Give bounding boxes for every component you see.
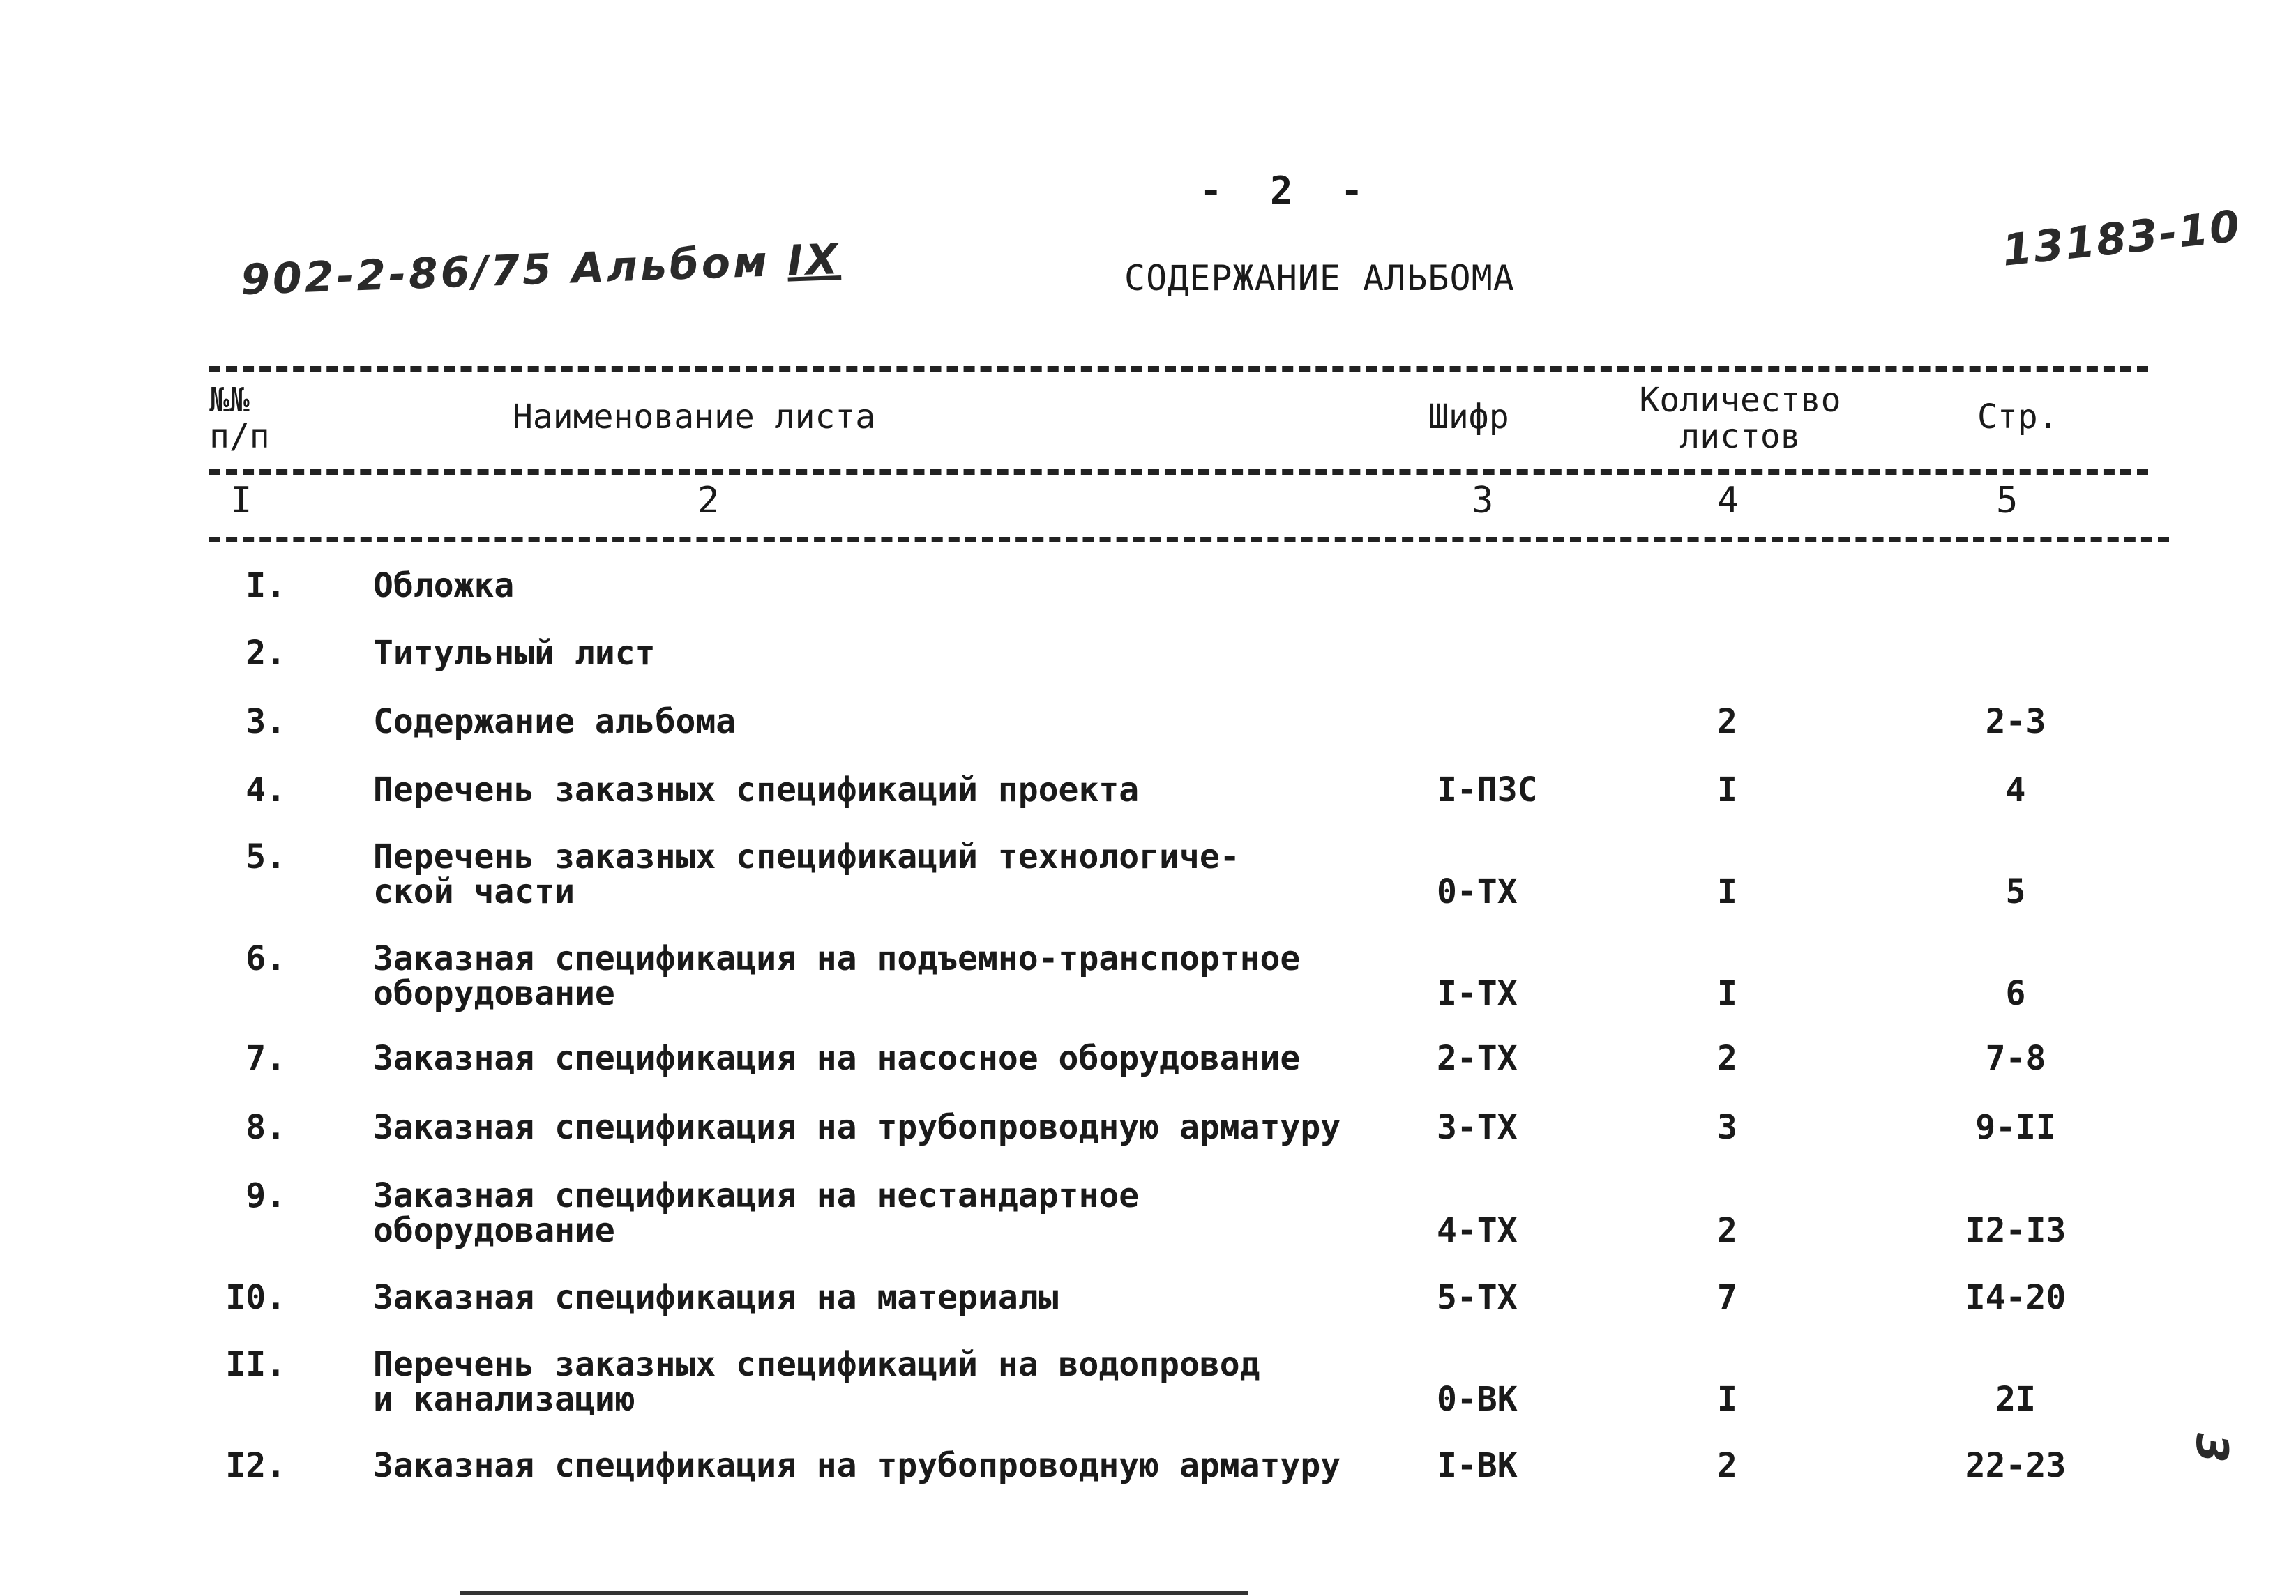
row-name: Титульный лист [373,634,656,673]
row-name: Заказная спецификация на насосное оборудование [373,1039,1301,1078]
row-name: Обложка [373,566,515,605]
row-name: ской части [373,872,575,911]
row-page: 2I [1995,1380,2036,1419]
row-page: I4-20 [1965,1278,2067,1317]
row-code: 0-ТХ [1437,872,1518,911]
header-count: Количество листов [1639,381,1841,456]
row-code: I-ТХ [1437,974,1518,1013]
column-number-4: 4 [1717,480,1739,522]
row-sheet-count: 2 [1717,1039,1737,1078]
row-code: 2-ТХ [1437,1039,1518,1078]
column-number-3: 3 [1472,480,1494,522]
row-page: 5 [2005,872,2026,911]
column-number-2: 2 [697,480,720,522]
header-num: №№ п/п [209,381,270,456]
row-name: Перечень заказных спецификаций технологиче- [373,837,1240,876]
row-sheet-count: 2 [1717,1446,1737,1485]
column-number-1: I [230,480,252,522]
row-sheet-count: I [1717,1380,1737,1419]
row-number: 5. [246,837,286,876]
row-code: I-ВК [1437,1446,1518,1485]
row-name: Перечень заказных спецификаций на водопровод [373,1345,1260,1384]
album-code-text: 902-2-86/75 Альбом [240,237,771,305]
row-number: II. [225,1345,286,1384]
row-number: 8. [246,1108,286,1147]
row-page: 2-3 [1985,702,2046,741]
row-number: 2. [246,634,286,673]
row-name: Заказная спецификация на нестандартное [373,1176,1140,1215]
header-bottom-rule [209,469,2148,475]
header-code: Шифр [1428,397,1509,436]
page-number: - 2 - [1200,169,1376,213]
row-name: Заказная спецификация на трубопроводную арматуру [373,1446,1341,1485]
margin-mark: 3 [2187,1432,2238,1464]
row-number: I0. [225,1278,286,1317]
row-sheet-count: I [1717,770,1737,810]
row-name: оборудование [373,1211,615,1250]
row-page: 7-8 [1985,1039,2046,1078]
column-number-rule [209,537,2169,542]
row-sheet-count: I [1717,974,1737,1013]
row-name: Содержание альбома [373,702,737,741]
row-name: и канализацию [373,1380,635,1419]
row-sheet-count: 2 [1717,1211,1737,1250]
row-number: I2. [225,1446,286,1485]
row-code: 5-ТХ [1437,1278,1518,1317]
row-number: 9. [246,1176,286,1215]
row-sheet-count: I [1717,872,1737,911]
row-page: I2-I3 [1965,1211,2067,1250]
column-number-5: 5 [1996,480,2018,522]
album-code [240,235,841,305]
row-code: 4-ТХ [1437,1211,1518,1250]
row-page: 6 [2005,974,2026,1013]
row-name: Заказная спецификация на подъемно-транспортное [373,939,1301,978]
row-name: Заказная спецификация на трубопроводную арматуру [373,1108,1341,1147]
album-roman-numeral: IX [786,235,842,286]
row-number: 6. [246,939,286,978]
row-number: 4. [246,770,286,810]
row-page: 4 [2005,770,2026,810]
row-name: Перечень заказных спецификаций проекта [373,770,1140,810]
table-top-rule [209,366,2148,372]
bottom-rule [460,1591,1248,1595]
row-number: I. [246,566,286,605]
row-page: 9-II [1975,1108,2056,1147]
document-number: 13183-10 [2000,200,2244,276]
row-name: Заказная спецификация на материалы [373,1278,1059,1317]
row-number: 7. [246,1039,286,1078]
row-sheet-count: 3 [1717,1108,1737,1147]
row-sheet-count: 2 [1717,702,1737,741]
row-number: 3. [246,702,286,741]
row-name: оборудование [373,974,615,1013]
header-page: Стр. [1977,397,2058,436]
row-page: 22-23 [1965,1446,2067,1485]
header-name: Наименование листа [513,397,876,436]
row-code: 0-ВК [1437,1380,1518,1419]
row-code: 3-ТХ [1437,1108,1518,1147]
row-sheet-count: 7 [1717,1278,1737,1317]
document-title: СОДЕРЖАНИЕ АЛЬБОМА [1124,258,1515,298]
row-code: I-ПЗС [1437,770,1538,810]
